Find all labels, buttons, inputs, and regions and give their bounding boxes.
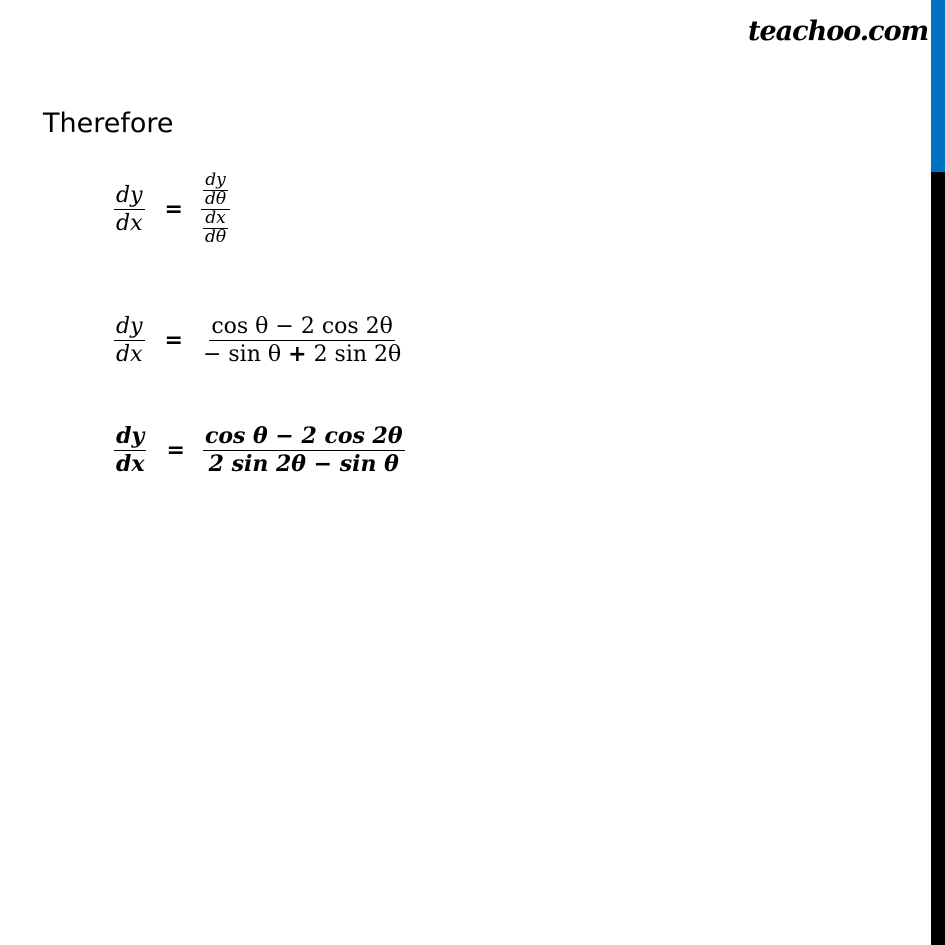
lhs-denominator: dx bbox=[116, 210, 143, 236]
dx-numerator: dx bbox=[205, 207, 226, 228]
lhs-numerator: dy bbox=[114, 425, 146, 451]
equals-sign: = bbox=[164, 328, 183, 354]
rhs-denominator bbox=[207, 451, 401, 476]
denominator-term-1: − sin θ bbox=[202, 342, 282, 368]
rhs-lower bbox=[201, 207, 230, 247]
lhs-fraction bbox=[114, 184, 145, 235]
equals-sign: = bbox=[164, 196, 183, 222]
equation-2 bbox=[114, 315, 403, 366]
heading-therefore: Therefore bbox=[43, 108, 174, 139]
minus-sign: − bbox=[313, 452, 333, 478]
rhs-fraction bbox=[201, 315, 403, 366]
dy-dtheta-fraction bbox=[203, 172, 228, 209]
equals-sign: = bbox=[166, 438, 185, 464]
sidebar-accent-bar bbox=[931, 0, 945, 172]
teachoo-logo: teachoo.com bbox=[748, 16, 929, 47]
lhs-fraction bbox=[114, 425, 147, 476]
lhs-numerator: dy bbox=[114, 315, 145, 341]
equation-1 bbox=[114, 172, 230, 246]
rhs-upper bbox=[201, 172, 230, 210]
rhs-numerator: cos θ − 2 cos 2θ bbox=[209, 315, 395, 341]
rhs-denominator bbox=[201, 341, 403, 366]
lhs-fraction bbox=[114, 315, 145, 366]
dx-dtheta-fraction bbox=[203, 207, 228, 247]
rhs-compound-fraction bbox=[201, 172, 230, 246]
lhs-denominator: dx bbox=[116, 451, 145, 478]
rhs-numerator: cos θ − 2 cos 2θ bbox=[203, 425, 405, 451]
dtheta-denominator: dθ bbox=[204, 226, 227, 247]
rhs-fraction bbox=[203, 425, 405, 476]
plus-sign: + bbox=[288, 342, 307, 368]
lhs-denominator: dx bbox=[116, 342, 143, 368]
sidebar-dark-bar bbox=[931, 172, 945, 945]
denominator-term-1: 2 sin 2θ bbox=[208, 451, 306, 478]
equation-3 bbox=[114, 425, 405, 476]
denominator-term-2: sin θ bbox=[339, 451, 399, 478]
lhs-numerator: dy bbox=[114, 184, 145, 210]
dy-numerator: dy bbox=[205, 170, 226, 190]
dtheta-denominator: dθ bbox=[204, 188, 227, 209]
denominator-term-2: 2 sin 2θ bbox=[313, 342, 402, 368]
